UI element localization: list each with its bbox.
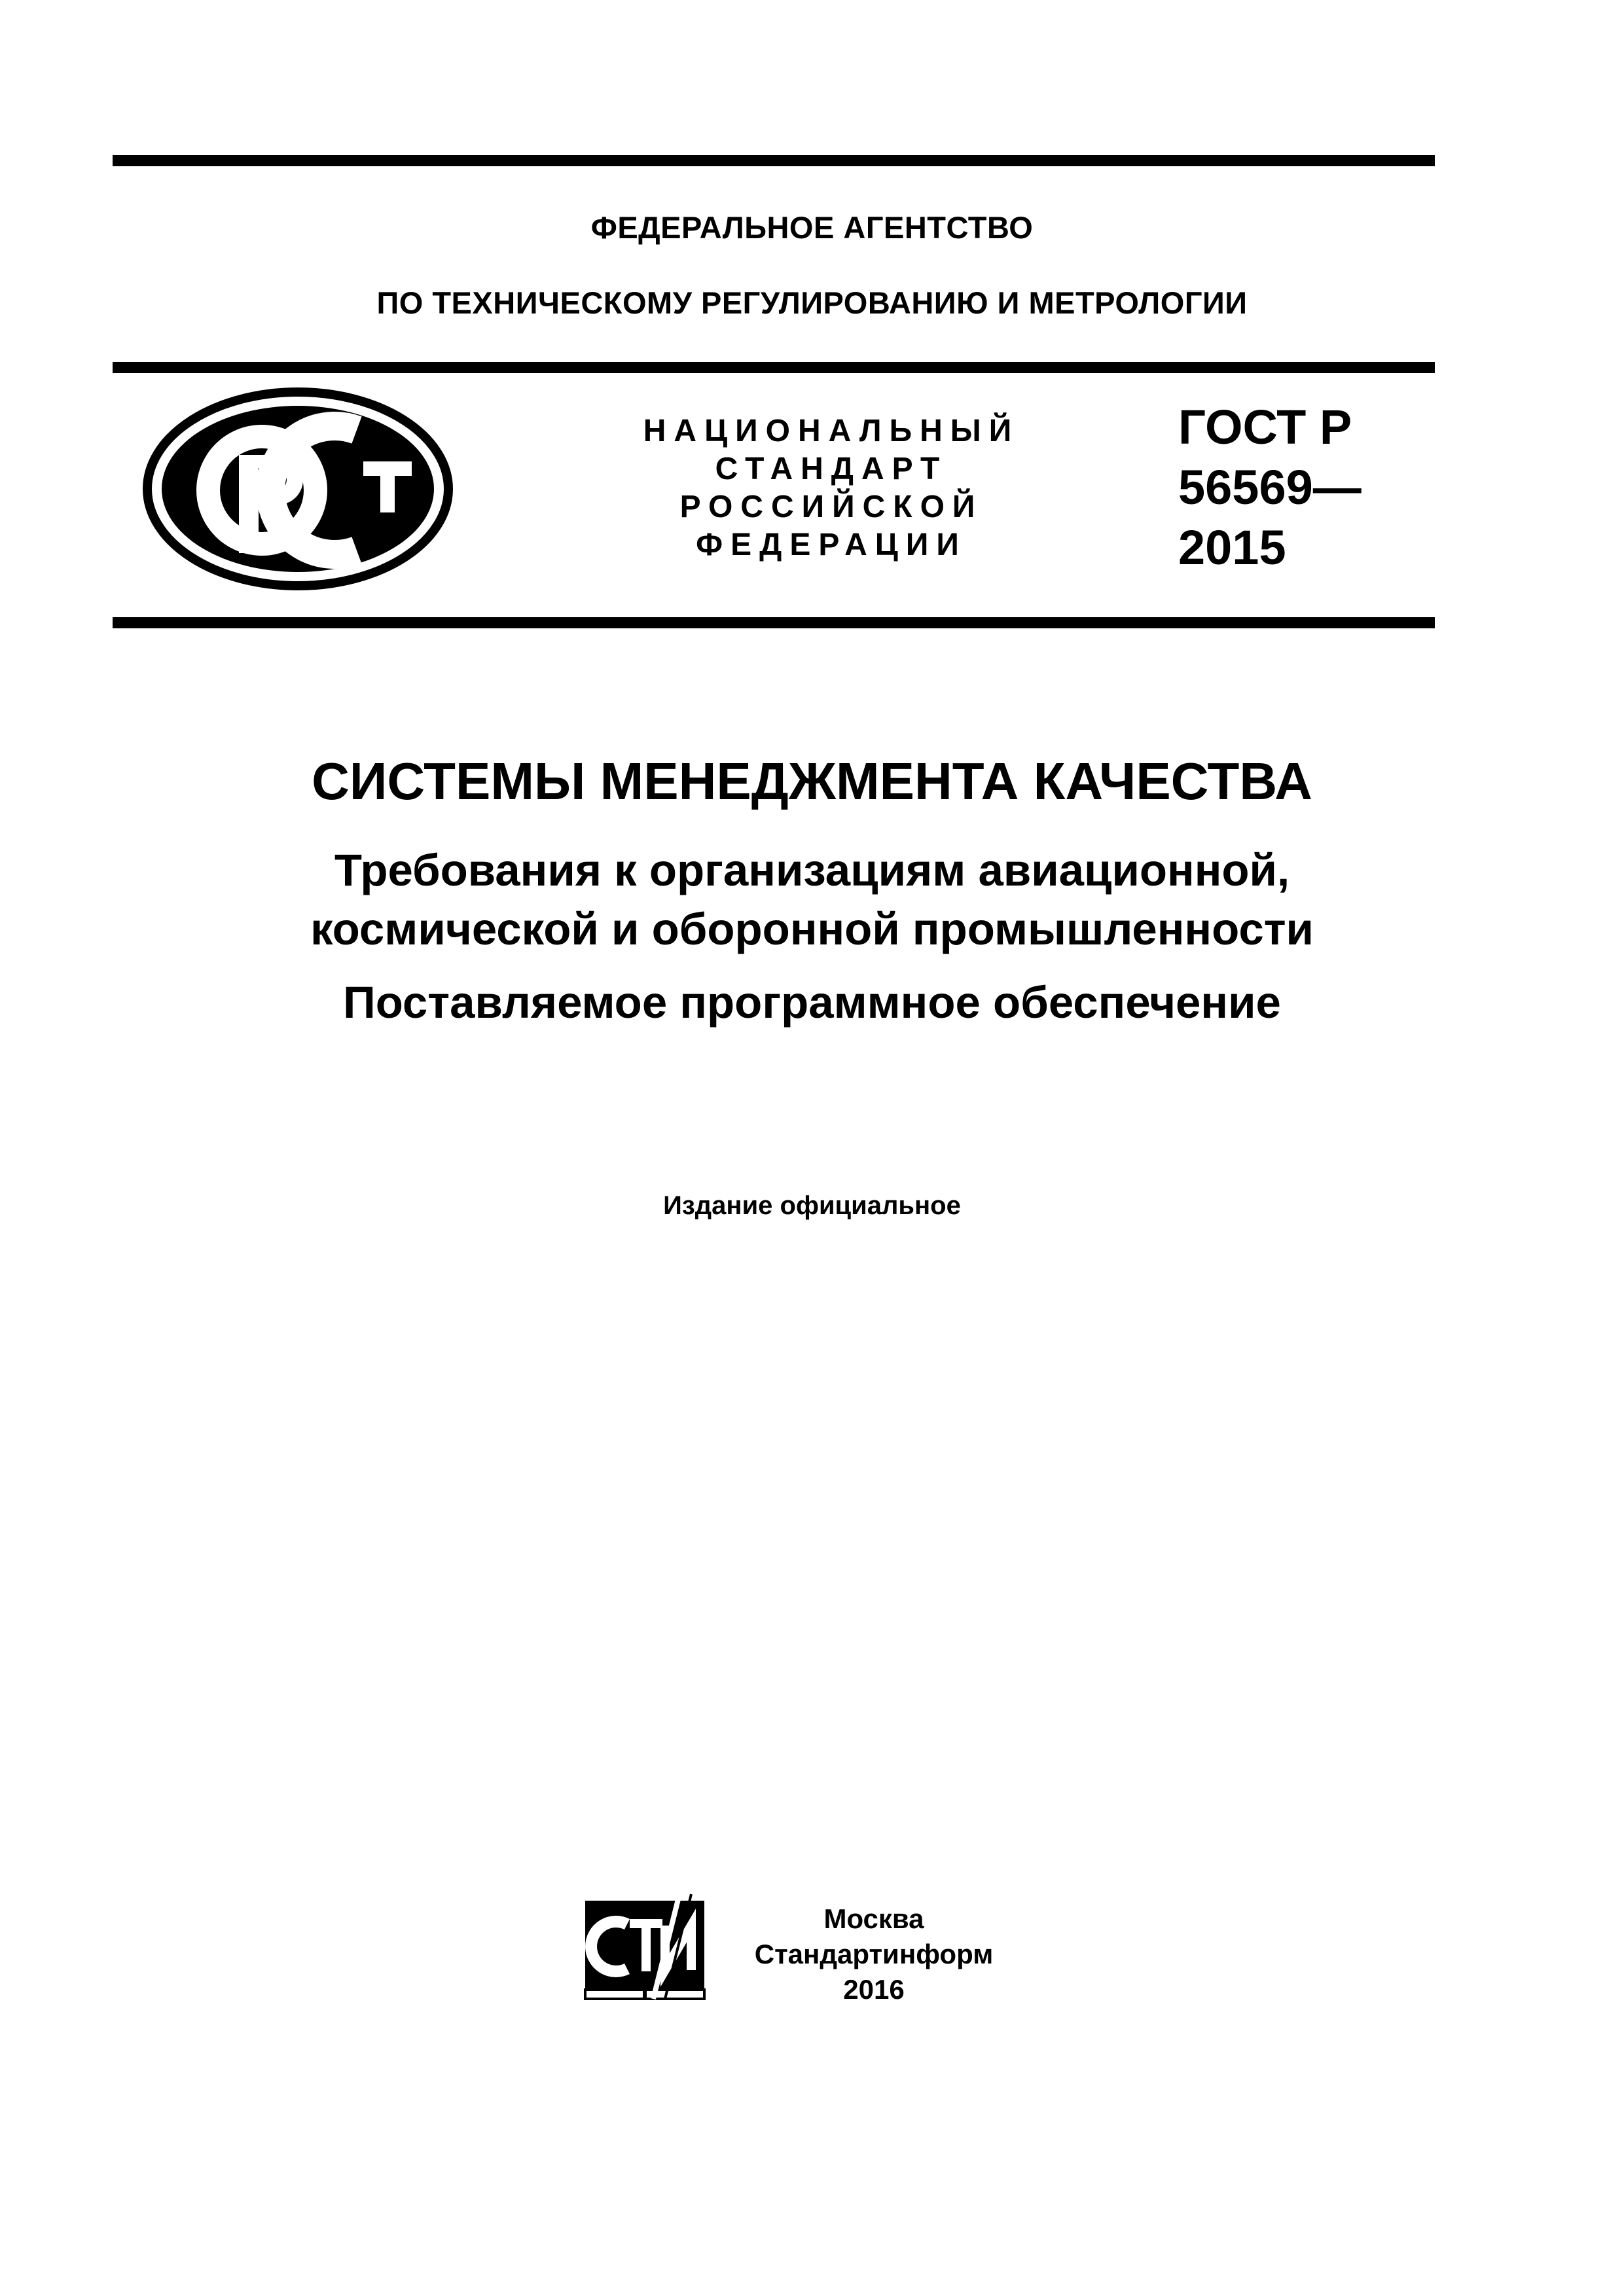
document-subtitle-line-3: Поставляемое программное обеспечение — [343, 977, 1281, 1028]
sti-book-icon — [581, 1892, 712, 2003]
designation-rule — [113, 617, 1435, 628]
gost-designation-line-1: ГОСТ Р — [1178, 400, 1352, 454]
gost-designation-line-3: 2015 — [1178, 520, 1286, 575]
publisher-name: Стандартинформ — [754, 1939, 994, 1969]
document-title: СИСТЕМЫ МЕНЕДЖМЕНТА КАЧЕСТВА — [312, 752, 1312, 810]
document-subtitle-line-2: космической и оборонной промышленности — [310, 904, 1314, 954]
standard-type-line-4: ФЕДЕРАЦИИ — [696, 528, 967, 562]
document-subtitle-line-1: Требования к организациям авиационной, — [334, 845, 1290, 895]
agency-line-1: ФЕДЕРАЛЬНОЕ АГЕНТСТВО — [590, 210, 1034, 245]
standard-type-line-3: РОССИЙСКОЙ — [679, 490, 983, 524]
rst-mark-icon — [141, 384, 455, 594]
standard-type-line-2: СТАНДАРТ — [715, 452, 948, 486]
standard-type-line-1: НАЦИОНАЛЬНЫЙ — [643, 414, 1020, 448]
standard-type — [569, 412, 1093, 564]
top-rule — [113, 155, 1435, 166]
header-rule — [113, 362, 1435, 373]
gost-designation — [1178, 397, 1453, 578]
publisher-block — [727, 1901, 1021, 2007]
publisher-year: 2016 — [843, 1974, 905, 2005]
gost-designation-line-2: 56569— — [1178, 460, 1362, 514]
agency-line-2: ПО ТЕХНИЧЕСКОМУ РЕГУЛИРОВАНИЮ И МЕТРОЛОГИИ — [376, 285, 1248, 320]
publisher-city: Москва — [823, 1903, 924, 1934]
edition-label: Издание официальное — [663, 1191, 961, 1220]
